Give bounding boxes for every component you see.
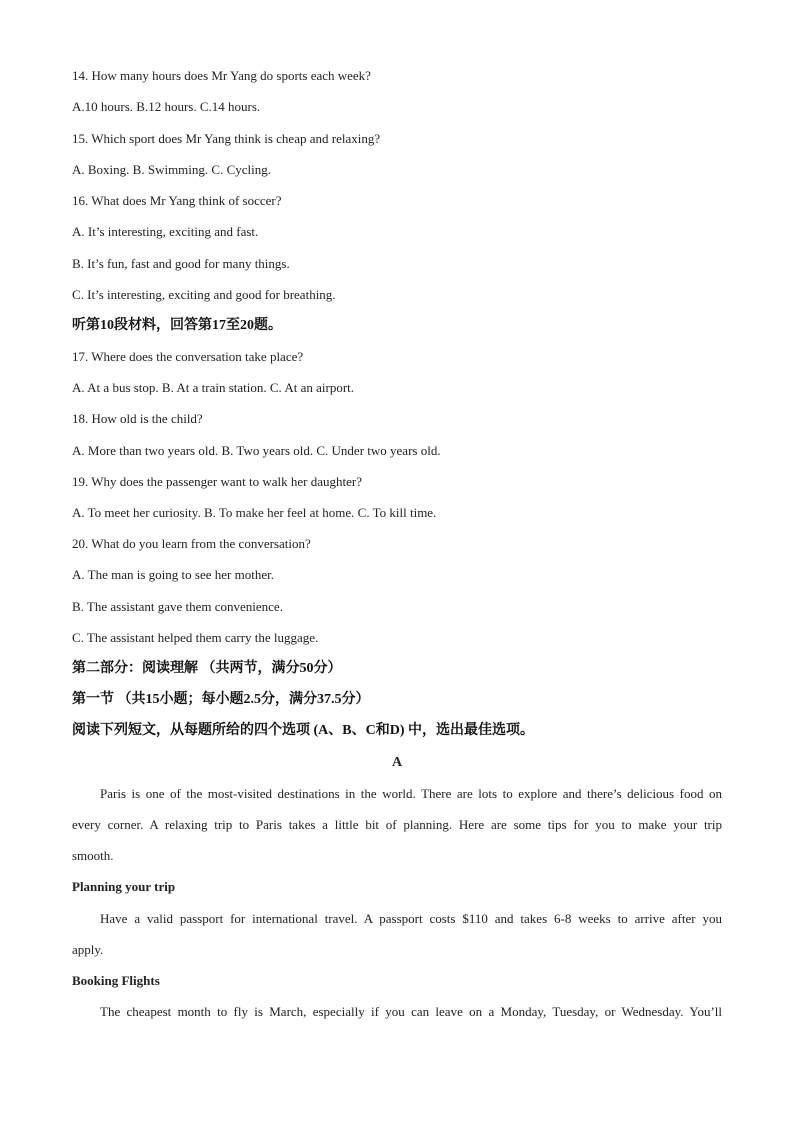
paragraph-3-line-1: The cheapest month to fly is March, especially if you can leave on a Monday, Tuesday, or Wednesday. You’ll (100, 1004, 722, 1019)
question-14: 14. How many hours does Mr Yang do sports each week? (72, 68, 371, 83)
reading-instruction: 阅读下列短文，从每题所给的四个选项 (A、B、C和D) 中，选出最佳选项。 (72, 723, 534, 738)
paragraph-2-line-2: apply. (72, 942, 104, 957)
question-15: 15. Which sport does Mr Yang think is cheap and relaxing? (72, 131, 381, 146)
question-19: 19. Why does the passenger want to walk her daughter? (72, 474, 363, 489)
question-16-option-a: A. It’s interesting, exciting and fast. (72, 224, 259, 239)
question-20-option-a: A. The man is going to see her mother. (72, 567, 274, 582)
question-16-option-c: C. It’s interesting, exciting and good for breathing. (72, 287, 336, 302)
question-14-options: A.10 hours. B.12 hours. C.14 hours. (72, 99, 261, 114)
paragraph-1-line-3: smooth. (72, 848, 114, 863)
passage-label: A (391, 755, 403, 770)
question-18: 18. How old is the child? (72, 411, 203, 426)
question-15-options: A. Boxing. B. Swimming. C. Cycling. (72, 162, 271, 177)
question-18-options: A. More than two years old. B. Two years old. C. Under two years old. (72, 443, 441, 458)
question-20-option-b: B. The assistant gave them convenience. (72, 599, 283, 614)
question-20-option-c: C. The assistant helped them carry the luggage. (72, 630, 319, 645)
part-2-heading: 第二部分：阅读理解 （共两节，满分50分） (72, 661, 342, 676)
section-10-instruction: 听第10段材料，回答第17至20题。 (72, 318, 282, 333)
heading-booking-flights: Booking Flights (72, 973, 160, 988)
paragraph-1-line-2: every corner. A relaxing trip to Paris takes a little bit of planning. Here are some tips for you to make your trip (72, 817, 722, 832)
question-17-options: A. At a bus stop. B. At a train station. C. At an airport. (72, 380, 355, 395)
question-16: 16. What does Mr Yang think of soccer? (72, 193, 282, 208)
question-16-option-b: B. It’s fun, fast and good for many things. (72, 256, 290, 271)
question-17: 17. Where does the conversation take place? (72, 349, 304, 364)
question-19-options: A. To meet her curiosity. B. To make her feel at home. C. To kill time. (72, 505, 437, 520)
section-1-heading: 第一节 （共15小题；每小题2.5分，满分37.5分） (72, 692, 370, 707)
heading-planning-trip: Planning your trip (72, 879, 176, 894)
paragraph-1-line-1: Paris is one of the most-visited destinations in the world. There are lots to explore and there’s delicious food on (100, 786, 722, 801)
paragraph-2-line-1: Have a valid passport for international travel. A passport costs $110 and takes 6-8 weeks to arrive after you (100, 911, 722, 926)
question-20: 20. What do you learn from the conversation? (72, 536, 311, 551)
